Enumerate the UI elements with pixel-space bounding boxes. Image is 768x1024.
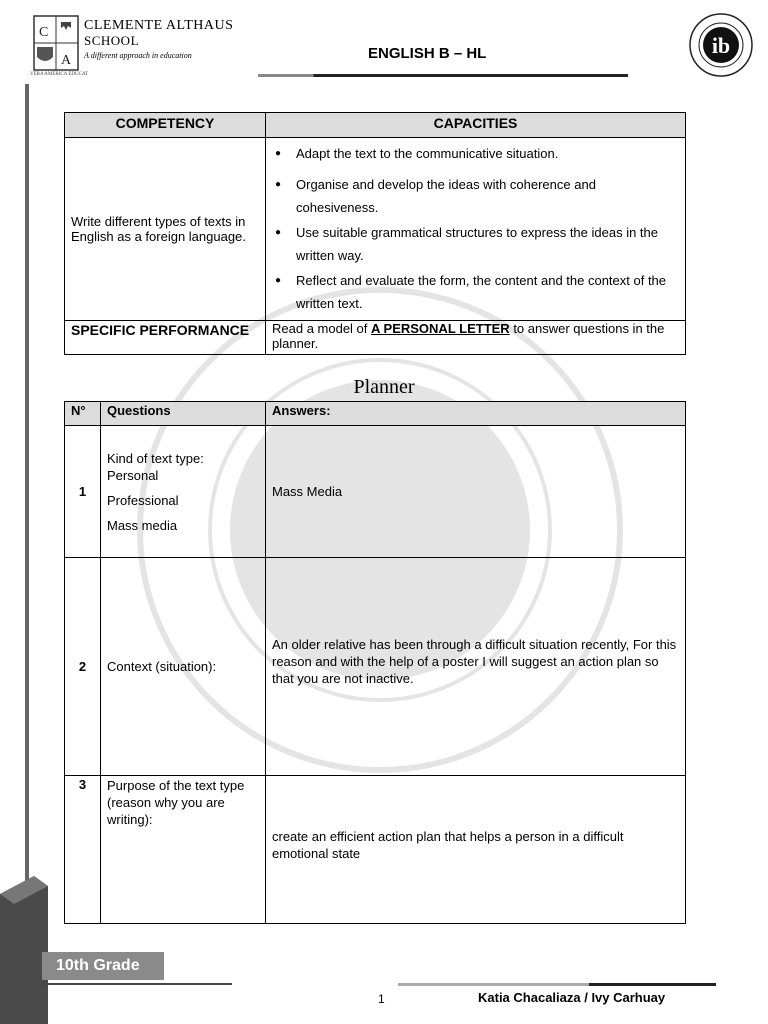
ib-world-school-seal-icon bbox=[688, 12, 754, 78]
crest-book-icon bbox=[37, 47, 53, 61]
school-tagline: A different approach in education bbox=[84, 51, 192, 60]
capacities-list bbox=[272, 142, 679, 315]
row-number: 1 bbox=[65, 426, 101, 558]
planner-row-3 bbox=[65, 776, 686, 924]
competency-cell: Write different types of texts in English as a foreign language. bbox=[65, 138, 266, 321]
capacity-item: ● Organise and develop the ideas with coherence and cohesiveness. bbox=[272, 173, 679, 219]
title-underline bbox=[258, 74, 628, 77]
question-option: Professional bbox=[107, 492, 179, 508]
authors: Katia Chacaliaza / Ivy Carhuay bbox=[478, 990, 666, 1005]
question-cell bbox=[101, 426, 266, 558]
row-number: 3 bbox=[65, 776, 101, 924]
planner-col-questions: Questions bbox=[101, 402, 266, 426]
crest-motto: VERA AMERICA EDUCAT bbox=[30, 72, 89, 76]
document-title: ENGLISH B – HL bbox=[368, 45, 487, 62]
capacities-cell bbox=[266, 138, 686, 321]
capacities-header: CAPACITIES bbox=[266, 113, 686, 138]
school-name-line1: CLEMENTE ALTHAUS bbox=[84, 18, 234, 33]
ib-logo-text: ib bbox=[711, 33, 731, 58]
footer-rule-right bbox=[398, 983, 716, 986]
specific-text-post: to answer questions in the planner. bbox=[272, 321, 665, 351]
planner-row-2 bbox=[65, 558, 686, 776]
footer-corner-shape bbox=[0, 876, 48, 1024]
question-option: Mass media bbox=[107, 517, 178, 533]
capacity-item: ● Reflect and evaluate the form, the content and the context of the written text. bbox=[272, 269, 679, 315]
planner-title: Planner bbox=[353, 376, 415, 398]
planner-row-1 bbox=[65, 426, 686, 558]
competency-header-row bbox=[65, 113, 686, 138]
crest-letter-c: C bbox=[39, 25, 49, 40]
specific-performance-label: SPECIFIC PERFORMANCE bbox=[65, 321, 266, 355]
competency-row bbox=[65, 138, 686, 321]
specific-text-pre: Read a model of bbox=[272, 321, 372, 336]
row-number: 2 bbox=[65, 558, 101, 776]
capacity-item: ● Use suitable grammatical structures to express the ideas in the written way. bbox=[272, 221, 679, 267]
left-margin-bar bbox=[25, 84, 29, 884]
planner-table bbox=[64, 401, 686, 924]
school-name-line2: SCHOOL bbox=[84, 33, 140, 48]
answer-cell: create an efficient action plan that helps a person in a difficult emotional state bbox=[266, 776, 686, 924]
crest-letter-a: A bbox=[61, 53, 72, 68]
school-name bbox=[84, 18, 233, 48]
question-intro: Kind of text type: bbox=[107, 450, 204, 466]
question-option: Personal bbox=[107, 467, 159, 483]
specific-performance-row bbox=[65, 321, 686, 355]
planner-header-row bbox=[65, 402, 686, 426]
capacity-item: ● Adapt the text to the communicative situation. bbox=[272, 142, 679, 165]
footer-rule-left bbox=[42, 983, 232, 985]
question-cell: Context (situation): bbox=[101, 558, 266, 776]
specific-text-highlight: A PERSONAL LETTER bbox=[371, 321, 510, 336]
specific-performance-text bbox=[266, 321, 686, 355]
planner-col-number: N° bbox=[65, 402, 101, 426]
competency-header: COMPETENCY bbox=[65, 113, 266, 138]
answer-cell: Mass Media bbox=[266, 426, 686, 558]
page-number: 1 bbox=[378, 992, 385, 1006]
question-cell: Purpose of the text type (reason why you are writing): bbox=[101, 776, 266, 924]
planner-col-answers: Answers: bbox=[266, 402, 686, 426]
crest-lion-icon bbox=[61, 22, 71, 30]
grade-label: 10th Grade bbox=[42, 952, 164, 980]
competency-table bbox=[64, 112, 686, 355]
answer-cell: An older relative has been through a difficult situation recently, For this reason and with the help of a poster I will suggest an action plan so that you are not inactive. bbox=[266, 558, 686, 776]
